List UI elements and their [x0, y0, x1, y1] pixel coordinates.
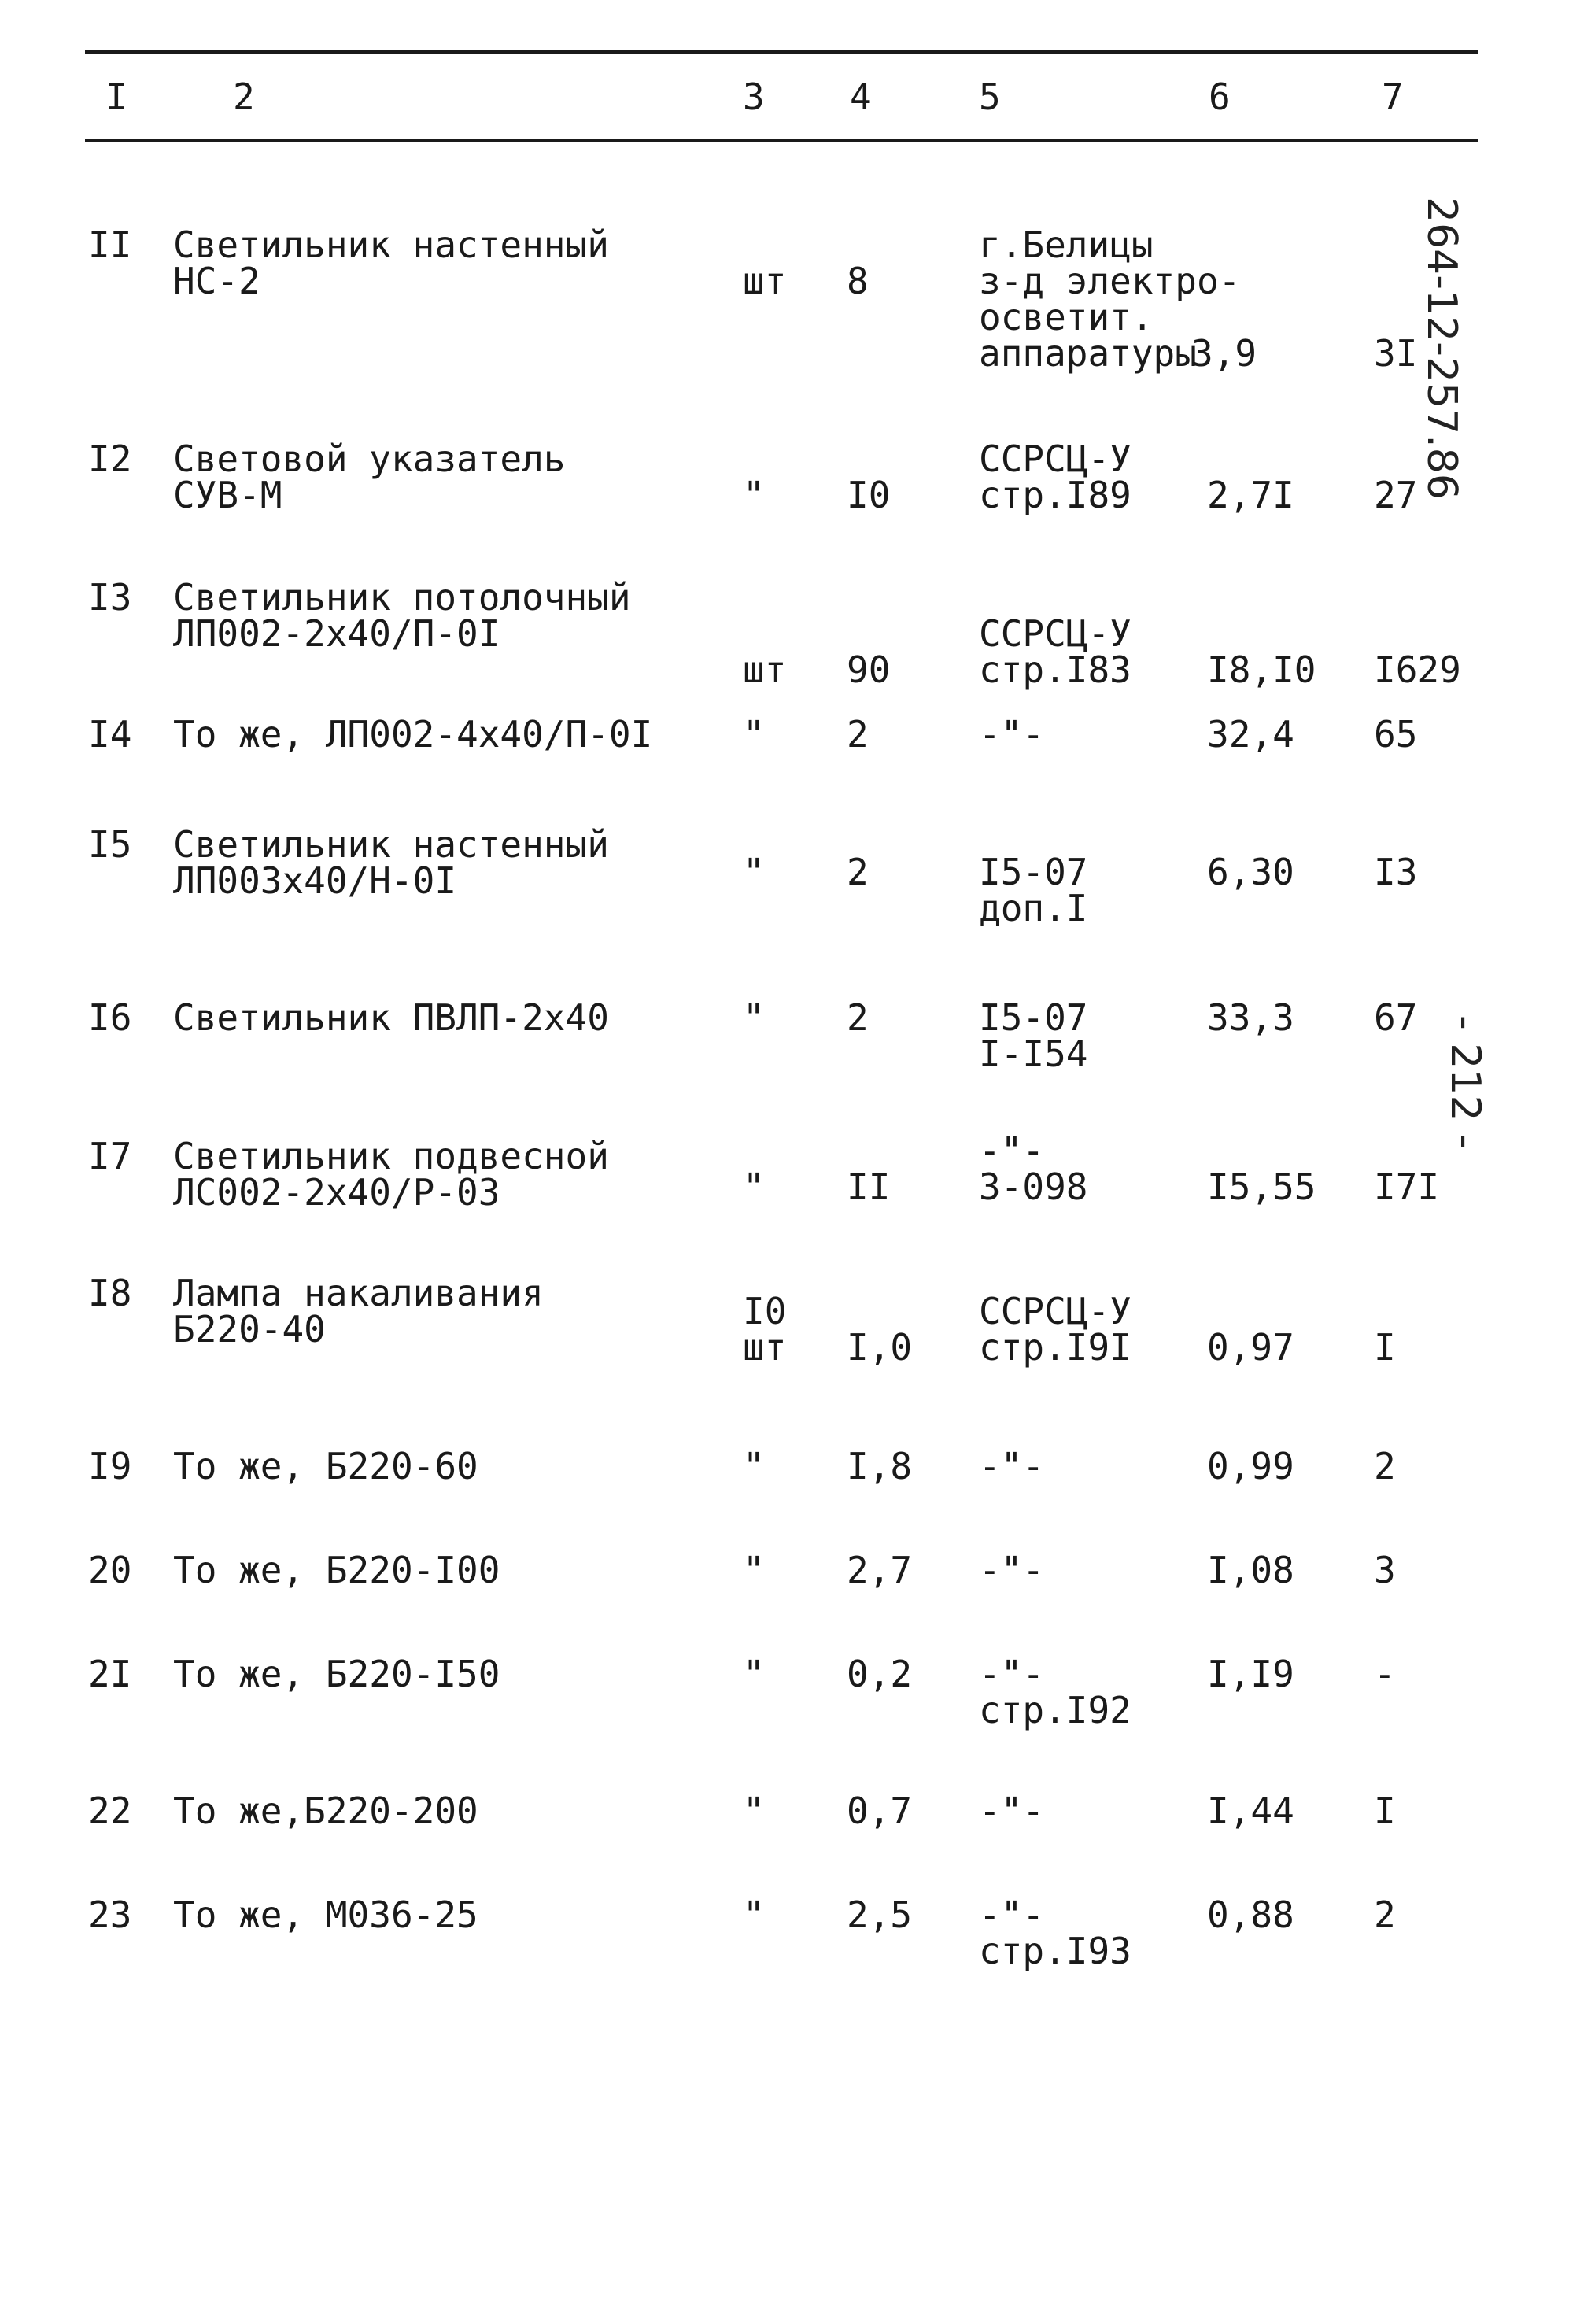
column-header-1: I [105, 76, 127, 118]
row-20-name: То же, Б220-I00 [173, 1549, 500, 1591]
row-22-price: I,44 [1207, 1790, 1294, 1832]
row-23-source-line-2: стр.I93 [979, 1930, 1131, 1972]
row-I6-number: I6 [88, 996, 132, 1039]
column-header-5: 5 [979, 76, 1001, 118]
row-II-source-line-2: з-д электро- [979, 260, 1241, 302]
row-I9-unit: " [743, 1445, 765, 1487]
row-I5-total: I3 [1374, 850, 1418, 893]
row-2I-name: То же, Б220-I50 [173, 1653, 500, 1695]
row-I4-source: -"- [979, 713, 1045, 756]
row-I9-price: 0,99 [1207, 1445, 1294, 1487]
row-I5-name-line-1: Светильник настенный [173, 823, 609, 866]
document-code-note: 264-12-257.86 [1418, 197, 1465, 500]
row-23-quantity: 2,5 [847, 1894, 913, 1936]
row-I6-total: 67 [1374, 996, 1418, 1039]
row-I3-name-line-1: Светильник потолочный [173, 576, 631, 619]
row-I7-unit: " [743, 1166, 765, 1209]
row-I2-quantity: I0 [847, 474, 891, 516]
row-I7-source-line-2: 3-098 [979, 1166, 1088, 1209]
row-2I-source-line-1: -"- [979, 1653, 1045, 1695]
row-I8-price: 0,97 [1207, 1326, 1294, 1369]
row-I3-quantity: 90 [847, 648, 891, 691]
row-II-name-line-2: НС-2 [173, 260, 260, 302]
row-22-name: То же,Б220-200 [173, 1790, 478, 1832]
row-20-quantity: 2,7 [847, 1549, 913, 1591]
row-I3-source-line-1: ССРСЦ-У [979, 612, 1131, 655]
row-20-unit: " [743, 1549, 765, 1591]
row-I6-source-line-1: I5-07 [979, 996, 1088, 1039]
row-I2-name-line-1: Световой указатель [173, 438, 566, 480]
row-II-source-line-4: аппаратуры [979, 332, 1197, 375]
column-header-2: 2 [233, 76, 255, 118]
row-II-price: 3,9 [1191, 332, 1257, 375]
row-I4-name: То же, ЛП002-4х40/П-0I [173, 713, 653, 756]
row-I2-source-line-2: стр.I89 [979, 474, 1131, 516]
row-I5-price: 6,30 [1207, 850, 1294, 893]
row-I6-price: 33,3 [1207, 996, 1294, 1039]
row-I7-quantity: II [847, 1166, 891, 1209]
row-I4-quantity: 2 [847, 713, 869, 756]
row-I5-source-line-2: доп.I [979, 886, 1088, 929]
column-header-3: 3 [743, 76, 765, 118]
row-I2-source-line-1: ССРСЦ-У [979, 438, 1131, 480]
row-20-price: I,08 [1207, 1549, 1294, 1591]
row-II-number: II [88, 224, 132, 266]
row-I3-price: I8,I0 [1207, 648, 1316, 691]
row-I4-price: 32,4 [1207, 713, 1294, 756]
row-I8-unit-line-1: I0 [743, 1290, 787, 1332]
row-I7-source-line-1: -"- [979, 1129, 1045, 1173]
column-header-4: 4 [850, 76, 872, 118]
row-I8-name-line-1: Лампа накаливания [173, 1272, 544, 1314]
row-I2-number: I2 [88, 438, 132, 480]
row-I5-unit: " [743, 850, 765, 893]
row-2I-number: 2I [88, 1653, 132, 1695]
row-I3-number: I3 [88, 576, 132, 619]
row-I8-total: I [1374, 1326, 1396, 1369]
row-I9-source: -"- [979, 1445, 1045, 1487]
row-I8-source-line-1: ССРСЦ-У [979, 1290, 1131, 1332]
row-I7-total: I7I [1374, 1166, 1440, 1209]
row-23-name: То же, М036-25 [173, 1894, 478, 1936]
row-I8-name-line-2: Б220-40 [173, 1308, 326, 1350]
row-I2-unit: " [743, 474, 765, 516]
row-I3-unit: шт [743, 648, 787, 691]
row-I5-source-line-1: I5-07 [979, 850, 1088, 893]
column-header-6: 6 [1209, 76, 1231, 118]
row-I8-number: I8 [88, 1272, 132, 1314]
row-22-source: -"- [979, 1790, 1045, 1832]
row-23-source-line-1: -"- [979, 1894, 1045, 1936]
row-20-source: -"- [979, 1549, 1045, 1591]
row-I6-source-line-2: I-I54 [979, 1033, 1088, 1075]
row-I4-unit: " [743, 713, 765, 756]
row-I2-total: 27 [1374, 474, 1418, 516]
row-23-unit: " [743, 1894, 765, 1936]
row-I7-number: I7 [88, 1135, 132, 1177]
row-I4-number: I4 [88, 713, 132, 756]
row-I2-name-line-2: СУВ-М [173, 474, 282, 516]
row-II-quantity: 8 [847, 260, 869, 302]
row-2I-source-line-2: стр.I92 [979, 1689, 1131, 1731]
row-I3-source-line-2: стр.I83 [979, 648, 1131, 691]
row-I8-unit-line-2: шт [743, 1326, 787, 1369]
row-20-number: 20 [88, 1549, 132, 1591]
row-I8-source-line-2: стр.I9I [979, 1326, 1131, 1369]
row-II-total: 3I [1374, 332, 1418, 375]
row-2I-unit: " [743, 1653, 765, 1695]
row-I9-name: То же, Б220-60 [173, 1445, 478, 1487]
row-I7-name-line-1: Светильник подвесной [173, 1135, 609, 1177]
row-23-number: 23 [88, 1894, 132, 1936]
row-I3-total: I629 [1374, 648, 1461, 691]
column-header-7: 7 [1382, 76, 1404, 118]
row-I9-total: 2 [1374, 1445, 1396, 1487]
row-I6-quantity: 2 [847, 996, 869, 1039]
row-2I-total: - [1374, 1653, 1396, 1695]
row-I7-name-line-2: ЛС002-2х40/Р-03 [173, 1171, 500, 1214]
row-II-unit: шт [743, 260, 787, 302]
row-22-number: 22 [88, 1790, 132, 1832]
row-II-source-line-1: г.Белицы [979, 224, 1154, 266]
row-I5-number: I5 [88, 823, 132, 866]
row-22-quantity: 0,7 [847, 1790, 913, 1832]
row-2I-quantity: 0,2 [847, 1653, 913, 1695]
row-I5-name-line-2: ЛП003х40/Н-0I [173, 859, 457, 902]
row-22-total: I [1374, 1790, 1396, 1832]
row-I9-quantity: I,8 [847, 1445, 913, 1487]
row-I3-name-line-2: ЛП002-2х40/П-0I [173, 612, 500, 655]
row-I8-quantity: I,0 [847, 1326, 913, 1369]
top-rule [85, 50, 1478, 54]
row-2I-price: I,I9 [1207, 1653, 1294, 1695]
row-I2-price: 2,7I [1207, 474, 1294, 516]
row-II-name-line-1: Светильник настенный [173, 224, 609, 266]
row-I6-unit: " [743, 996, 765, 1039]
page-number-note: - 212 - [1442, 1015, 1489, 1149]
row-II-source-line-3: осветит. [979, 296, 1154, 338]
row-23-price: 0,88 [1207, 1894, 1294, 1936]
row-I5-quantity: 2 [847, 850, 869, 893]
row-I7-price: I5,55 [1207, 1166, 1316, 1209]
row-I9-number: I9 [88, 1445, 132, 1487]
row-I4-total: 65 [1374, 713, 1418, 756]
row-I6-name: Светильник ПВЛП-2х40 [173, 996, 609, 1039]
row-23-total: 2 [1374, 1894, 1396, 1936]
row-22-unit: " [743, 1790, 765, 1832]
header-rule [85, 139, 1478, 142]
row-20-total: 3 [1374, 1549, 1396, 1591]
